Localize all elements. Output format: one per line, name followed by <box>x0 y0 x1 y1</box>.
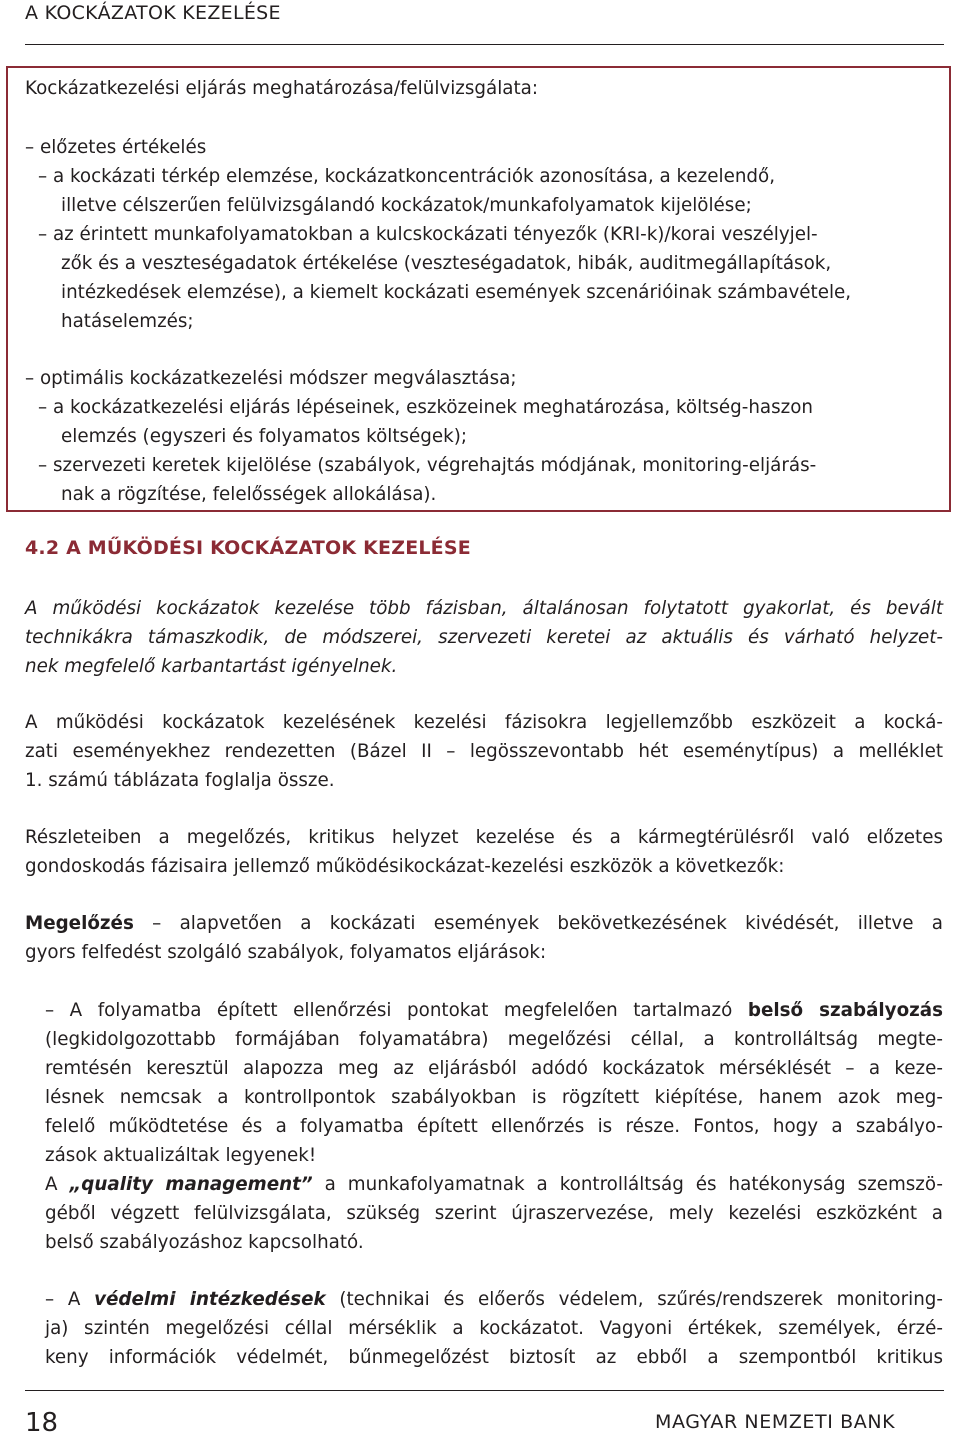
box-subitem-cont: illetve célszerűen felülvizsgálandó kockázatok/munkafolyamatok kijelölése; <box>61 195 752 216</box>
bullet-line: zások aktualizáltak legyenek! <box>45 1145 317 1166</box>
running-header: A KOCKÁZATOK KEZELÉSE <box>25 2 281 24</box>
bullet-line: (legkidolgozottabb formájában folyamatábra) megelőzési céllal, a kontrolláltság megte- <box>45 1029 943 1050</box>
bullet-bold-term: belső szabályozás <box>747 1000 944 1021</box>
bullet-text: – A <box>45 1289 95 1310</box>
bullet-line <box>45 1285 943 1314</box>
intro-line: A működési kockázatok kezelése több fázisban, általánosan folytatott gyakorlat, és bevált <box>25 598 943 619</box>
paragraph-line: A működési kockázatok kezelésének kezelési fázisokra legjellemzőbb eszközeit a kocká- <box>25 712 943 733</box>
paragraph-phases <box>25 823 943 881</box>
paragraph-line <box>25 909 943 938</box>
page-number: 18 <box>25 1408 59 1438</box>
bullet-text: A <box>45 1174 70 1195</box>
bullet-line: lésnek nemcsak a kontrollpontok szabályokban is rögzített kiépítése, hanem azok meg- <box>45 1087 943 1108</box>
box-item: – előzetes értékelés <box>25 137 207 158</box>
box-subitem-cont: nak a rögzítése, felelősségek allokálása). <box>61 484 437 505</box>
section-heading: 4.2 A MŰKÖDÉSI KOCKÁZATOK KEZELÉSE <box>25 537 471 559</box>
bullet-text: – A folyamatba épített ellenőrzési pontokat megfelelően tartalmazó <box>45 1000 748 1021</box>
bullet-text: a munkafolyamatnak a kontrolláltság és hatékonyság szemszö- <box>312 1174 943 1195</box>
intro-line: nek megfelelő karbantartást igényelnek. <box>25 656 398 677</box>
box-subitem: – a kockázati térkép elemzése, kockázatkoncentrációk azonosítása, a kezelendő, <box>38 166 776 187</box>
paragraph-line: Részleteiben a megelőzés, kritikus helyzet kezelése és a kármegtérülésről való előzetes <box>25 827 943 848</box>
bullet-line: felelő működtetése és a folyamatba épített ellenőrzés is része. Fontos, hogy a szabályo- <box>45 1116 943 1137</box>
protective-measures-term: védelmi intézkedések <box>94 1289 326 1310</box>
box-title: Kockázatkezelési eljárás meghatározása/felülvizsgálata: <box>25 78 539 99</box>
bullet-line: keny információk védelmét, bűnmegelőzést biztosít az ebből a szempontból kritikus <box>45 1347 943 1368</box>
bullet-line: ja) szintén megelőzési céllal mérséklik a kockázatot. Vagyoni értékek, személyek, érzé- <box>45 1318 943 1339</box>
paragraph-line: gondoskodás fázisaira jellemző működésikockázat-kezelési eszközök a következők: <box>25 856 785 877</box>
intro-line: technikákra támaszkodik, de módszerei, szervezeti keretei az aktuális és várható helyzet- <box>25 627 943 648</box>
bullet-line <box>45 1170 943 1199</box>
bullet-line: géből végzett felülvizsgálata, szükség szerint újraszervezése, mely kezelési eszközként a <box>45 1203 943 1224</box>
bullet-line <box>45 996 943 1025</box>
paragraph-line: zati eseményekhez rendezetten (Bázel II – legösszevontabb hét eseménytípus) a melléklet <box>25 741 943 762</box>
bullet-line: belső szabályozáshoz kapcsolható. <box>45 1232 364 1253</box>
box-subitem-cont: zők és a veszteségadatok értékelése (veszteségadatok, hibák, auditmegállapítások, <box>61 253 832 274</box>
term-prevention: Megelőzés <box>25 913 134 934</box>
paragraph-line: 1. számú táblázata foglalja össze. <box>25 770 335 791</box>
footer-rule <box>25 1390 944 1391</box>
intro-paragraph <box>25 594 943 681</box>
header-rule <box>25 44 944 45</box>
procedure-box <box>6 66 951 512</box>
bullet-line: remtésén keresztül alapozza meg az eljárásból adódó kockázatok mérséklését – a keze- <box>45 1058 943 1079</box>
paragraph-tools <box>25 708 943 795</box>
box-subitem: – az érintett munkafolyamatokban a kulcskockázati tényezők (KRI-k)/korai veszélyjel- <box>38 224 818 245</box>
box-subitem-cont: hatáselemzés; <box>61 311 194 332</box>
quality-management-term: „quality management” <box>69 1174 313 1195</box>
publisher-name: MAGYAR NEMZETI BANK <box>655 1411 896 1433</box>
box-subitem: – szervezeti keretek kijelölése (szabályok, végrehajtás módjának, monitoring-eljárás- <box>38 455 817 476</box>
bullet-text: (technikai és előerős védelem, szűrés/rendszerek monitoring- <box>325 1289 943 1310</box>
bullet-internal-regulation <box>45 996 943 1257</box>
box-item: – optimális kockázatkezelési módszer megválasztása; <box>25 368 517 389</box>
box-subitem: – a kockázatkezelési eljárás lépéseinek, eszközeinek meghatározása, költség-haszon <box>38 397 813 418</box>
paragraph-line: gyors felfedést szolgáló szabályok, folyamatos eljárások: <box>25 942 547 963</box>
box-subitem-cont: elemzés (egyszeri és folyamatos költségek); <box>61 426 468 447</box>
term-definition: – alapvetően a kockázati események bekövetkezésének kivédését, illetve a <box>133 913 943 934</box>
paragraph-prevention <box>25 909 943 967</box>
bullet-protective-measures <box>45 1285 943 1372</box>
box-subitem-cont: intézkedések elemzése), a kiemelt kockázati események szcenárióinak számbavétele, <box>61 282 852 303</box>
